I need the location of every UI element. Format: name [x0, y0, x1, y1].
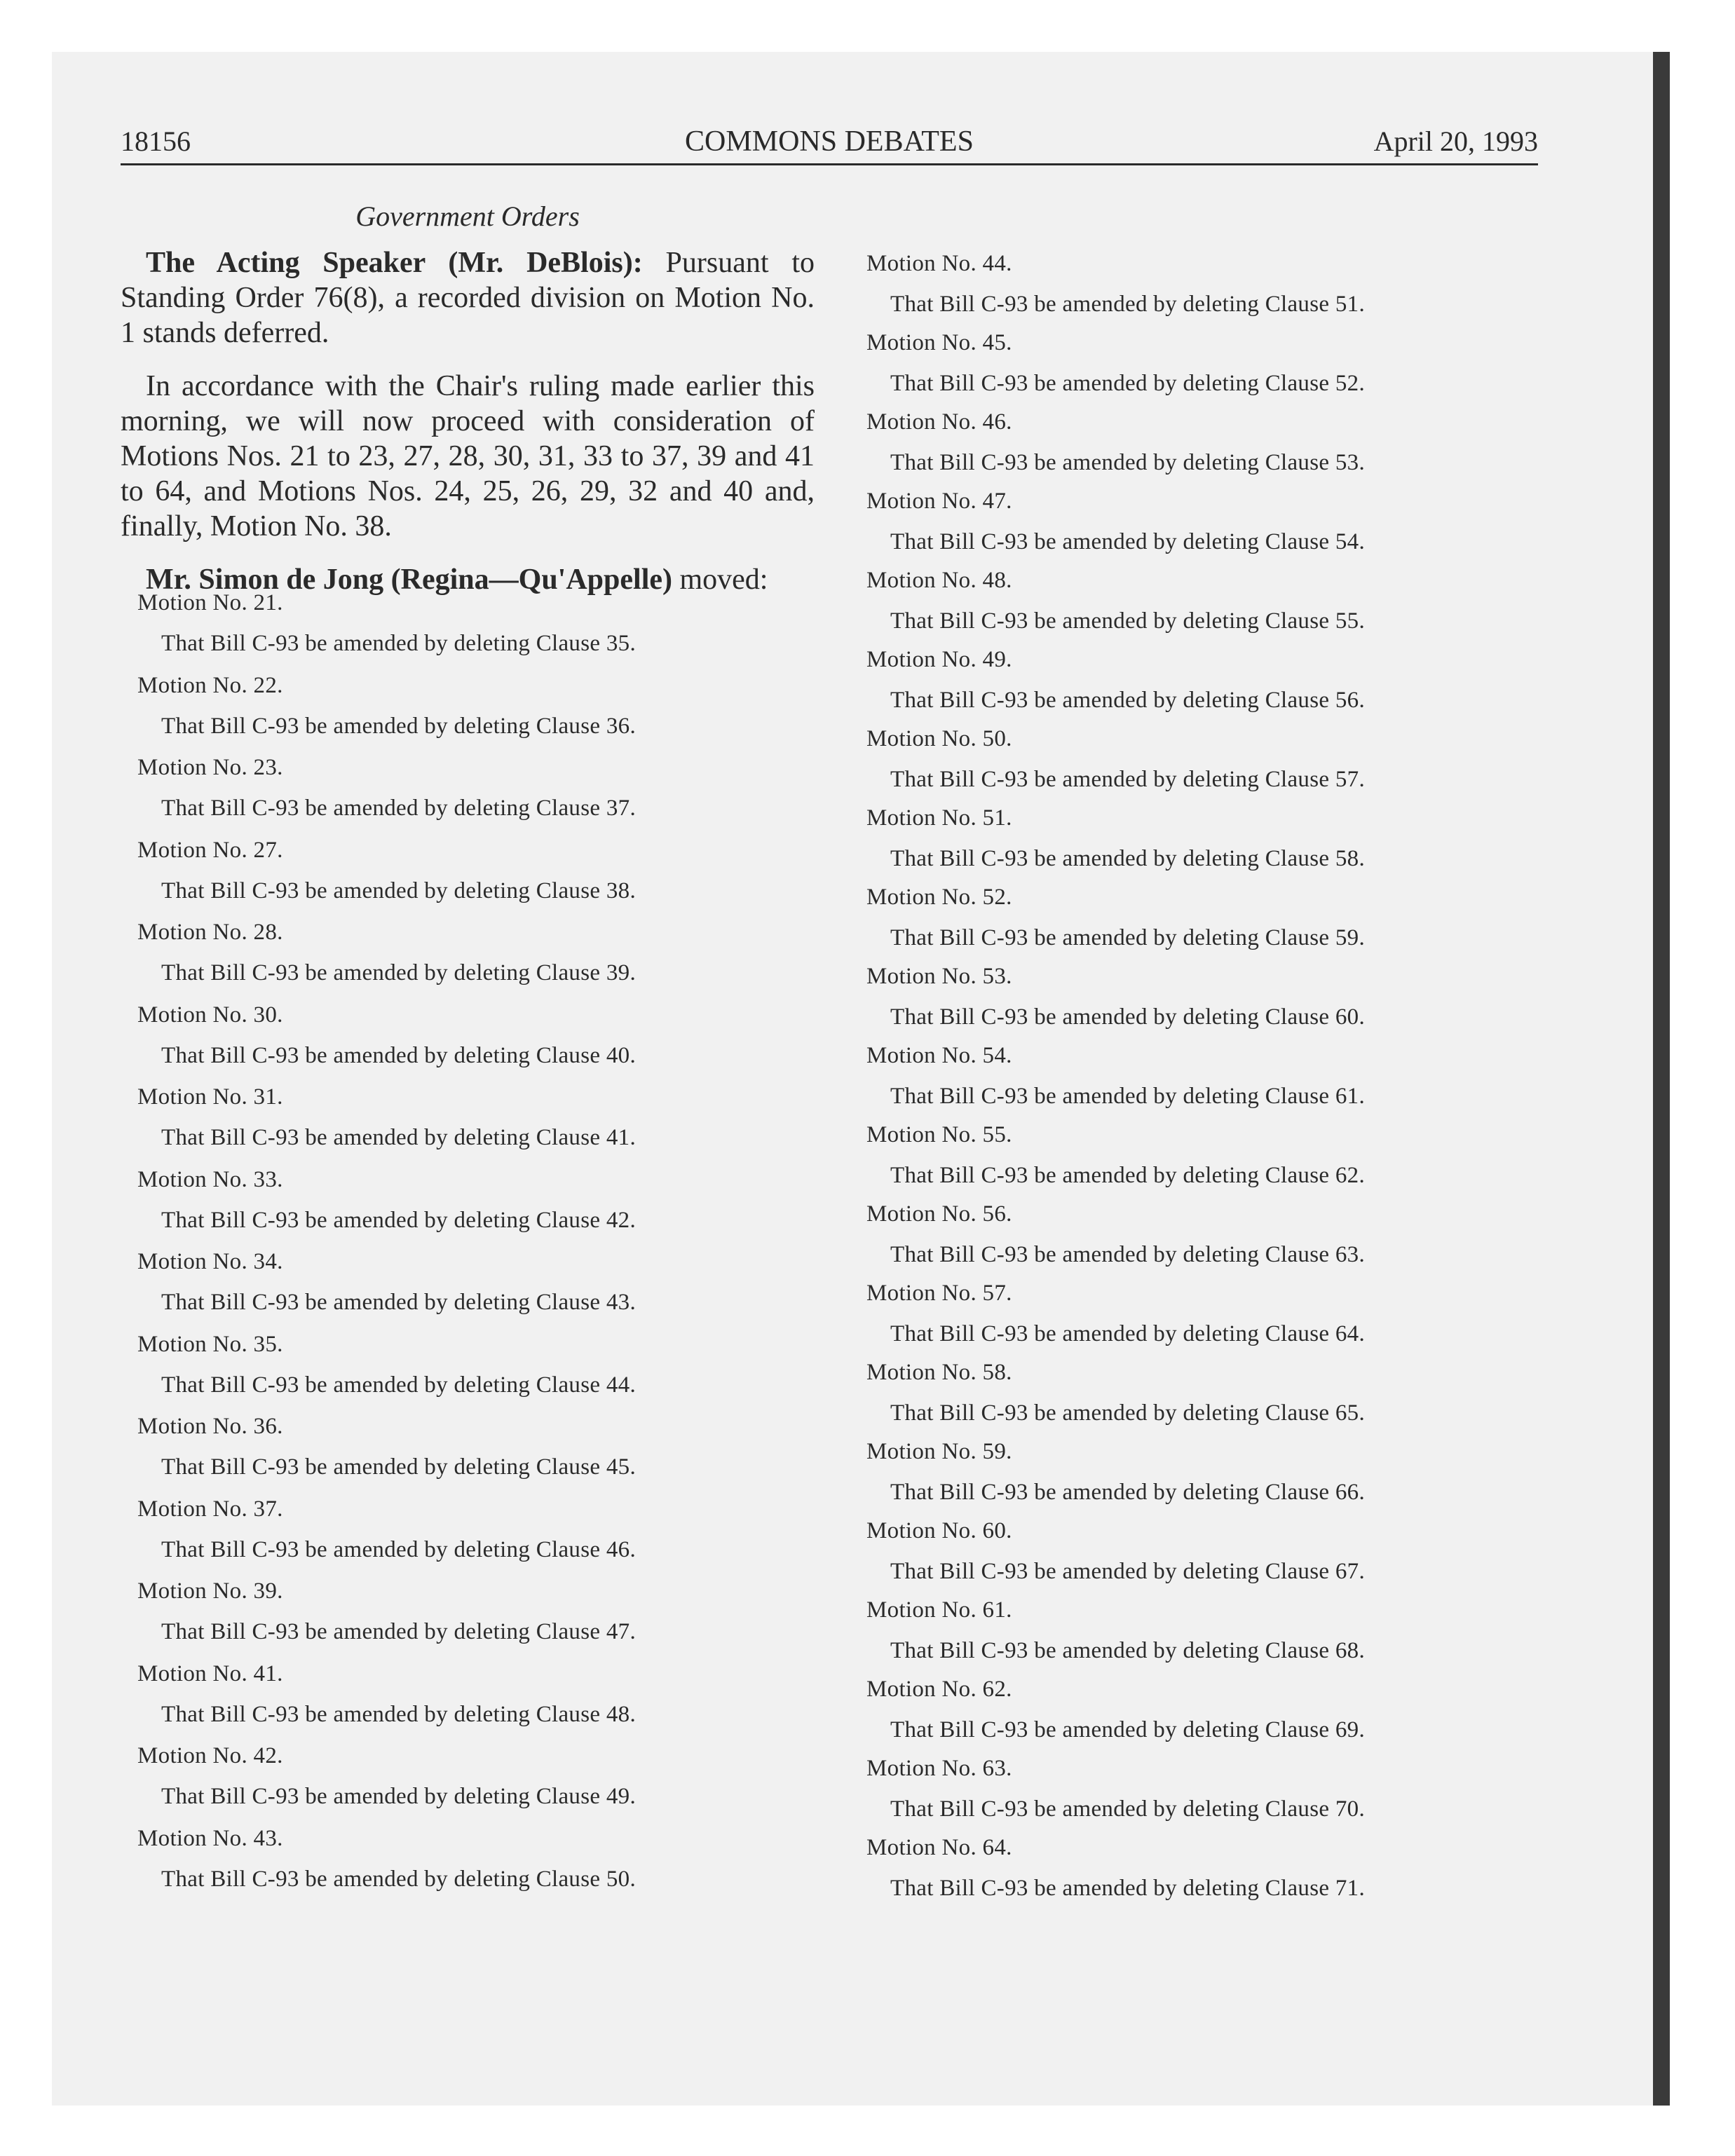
motion-entry: [866, 1511, 1539, 1590]
motion-entry: [866, 482, 1539, 561]
motion-number: Motion No. 59.: [866, 1439, 1012, 1464]
motion-clause: That Bill C-93 be amended by deleting Clause 46.: [161, 1536, 637, 1562]
motion-clause: That Bill C-93 be amended by deleting Clause 36.: [161, 713, 637, 739]
motion-clause: That Bill C-93 be amended by deleting Clause 54.: [890, 529, 1366, 554]
motion-clause: That Bill C-93 be amended by deleting Clause 48.: [161, 1701, 637, 1727]
motion-clause: That Bill C-93 be amended by deleting Clause 52.: [890, 371, 1366, 396]
intro-text: [121, 245, 815, 597]
motion-entry: [866, 798, 1539, 878]
motion-clause: That Bill C-93 be amended by deleting Clause 53.: [890, 450, 1366, 475]
motion-entry: [137, 748, 810, 831]
motion-clause: That Bill C-93 be amended by deleting Clause 64.: [890, 1321, 1366, 1346]
motion-clause: That Bill C-93 be amended by deleting Clause 58.: [890, 846, 1366, 871]
motion-clause: That Bill C-93 be amended by deleting Clause 70.: [890, 1796, 1366, 1822]
page-number: 18156: [121, 125, 191, 157]
motion-number: Motion No. 44.: [866, 251, 1012, 276]
motion-number: Motion No. 61.: [866, 1597, 1012, 1623]
motion-entry: [137, 1736, 810, 1819]
motion-entry: [866, 1036, 1539, 1115]
motion-entry: [137, 666, 810, 749]
motion-entry: [866, 1670, 1539, 1749]
motion-clause: That Bill C-93 be amended by deleting Clause 51.: [890, 292, 1366, 317]
motion-entry: [866, 878, 1539, 957]
motion-number: Motion No. 43.: [137, 1825, 283, 1851]
motion-entry: [866, 1194, 1539, 1274]
motion-number: Motion No. 28.: [137, 920, 283, 945]
motion-clause: That Bill C-93 be amended by deleting Clause 40.: [161, 1042, 637, 1068]
motion-number: Motion No. 23.: [137, 755, 283, 780]
speaker-name: The Acting Speaker (Mr. DeBlois):: [146, 247, 643, 279]
motion-number: Motion No. 41.: [137, 1660, 283, 1686]
motion-entry: [137, 1160, 810, 1243]
motion-entry: [866, 561, 1539, 640]
motion-clause: That Bill C-93 be amended by deleting Clause 47.: [161, 1619, 637, 1644]
motion-number: Motion No. 53.: [866, 964, 1012, 989]
motion-clause: That Bill C-93 be amended by deleting Clause 66.: [890, 1480, 1366, 1505]
motion-clause: That Bill C-93 be amended by deleting Clause 49.: [161, 1784, 637, 1809]
motion-number: Motion No. 39.: [137, 1578, 283, 1604]
motion-clause: That Bill C-93 be amended by deleting Clause 55.: [890, 608, 1366, 634]
motion-number: Motion No. 34.: [137, 1249, 283, 1274]
motion-entry: [866, 1353, 1539, 1432]
motion-entry: [866, 1432, 1539, 1511]
motion-entry: [137, 1242, 810, 1325]
motion-number: Motion No. 30.: [137, 1002, 283, 1028]
motion-entry: [137, 1077, 810, 1160]
motion-clause: That Bill C-93 be amended by deleting Clause 63.: [890, 1242, 1366, 1267]
motion-entry: [137, 831, 810, 913]
motion-number: Motion No. 21.: [137, 590, 283, 615]
left-motion-list: [137, 583, 810, 1901]
motion-clause: That Bill C-93 be amended by deleting Clause 43.: [161, 1290, 637, 1315]
motion-clause: That Bill C-93 be amended by deleting Clause 41.: [161, 1125, 637, 1150]
motion-clause: That Bill C-93 be amended by deleting Clause 67.: [890, 1559, 1366, 1584]
motion-entry: [137, 1489, 810, 1572]
page-header: [121, 122, 1538, 161]
publication-title: COMMONS DEBATES: [685, 125, 974, 158]
motion-number: Motion No. 62.: [866, 1677, 1012, 1702]
motion-number: Motion No. 42.: [137, 1743, 283, 1768]
motion-number: Motion No. 27.: [137, 837, 283, 863]
motion-number: Motion No. 47.: [866, 489, 1012, 514]
motion-entry: [866, 640, 1539, 719]
motion-clause: That Bill C-93 be amended by deleting Clause 56.: [890, 688, 1366, 713]
motion-entry: [137, 913, 810, 995]
motion-entry: [137, 583, 810, 666]
motion-number: Motion No. 49.: [866, 647, 1012, 672]
motion-clause: That Bill C-93 be amended by deleting Clause 45.: [161, 1454, 637, 1480]
motion-entry: [866, 323, 1539, 402]
deferral-text: Pursuant to Standing Order 76(8), a recorded division on Motion No. 1 stands deferred.: [121, 247, 815, 349]
motion-clause: That Bill C-93 be amended by deleting Clause 59.: [890, 925, 1366, 950]
motion-entry: [866, 719, 1539, 798]
motion-number: Motion No. 57.: [866, 1281, 1012, 1306]
motion-number: Motion No. 55.: [866, 1122, 1012, 1147]
motion-entry: [137, 1407, 810, 1489]
motion-number: Motion No. 22.: [137, 672, 283, 698]
motion-clause: That Bill C-93 be amended by deleting Clause 38.: [161, 878, 637, 903]
motion-number: Motion No. 37.: [137, 1496, 283, 1522]
motion-clause: That Bill C-93 be amended by deleting Clause 50.: [161, 1866, 637, 1892]
section-title: Government Orders: [355, 200, 580, 232]
motion-number: Motion No. 60.: [866, 1518, 1012, 1543]
motion-entry: [866, 1828, 1539, 1907]
motion-number: Motion No. 48.: [866, 568, 1012, 593]
moved-text: moved:: [672, 564, 768, 596]
motion-entry: [866, 1115, 1539, 1194]
motion-number: Motion No. 36.: [137, 1414, 283, 1439]
motion-entry: [137, 995, 810, 1078]
ruling-paragraph: In accordance with the Chair's ruling made earlier this morning, we will now proceed with consideration of Motions Nos. 21 to 23, 27, 28, 30, 31, 33 to 37, 39 and 41 to 64, and Motions Nos. 24, 25, 26, 29, 32 and 40 and, finally, Motion No. 38.: [121, 370, 815, 543]
motion-clause: That Bill C-93 be amended by deleting Clause 37.: [161, 796, 637, 821]
motion-number: Motion No. 51.: [866, 805, 1012, 831]
motion-clause: That Bill C-93 be amended by deleting Clause 44.: [161, 1372, 637, 1398]
motion-number: Motion No. 58.: [866, 1360, 1012, 1385]
motion-clause: That Bill C-93 be amended by deleting Clause 69.: [890, 1717, 1366, 1742]
motion-entry: [137, 1325, 810, 1407]
motion-entry: [866, 402, 1539, 482]
motion-clause: That Bill C-93 be amended by deleting Clause 68.: [890, 1638, 1366, 1663]
motion-clause: That Bill C-93 be amended by deleting Clause 57.: [890, 767, 1366, 792]
motion-entry: [866, 1590, 1539, 1670]
motion-clause: That Bill C-93 be amended by deleting Clause 42.: [161, 1207, 637, 1233]
motion-clause: That Bill C-93 be amended by deleting Clause 61.: [890, 1084, 1366, 1109]
motion-number: Motion No. 56.: [866, 1201, 1012, 1227]
publication-date: April 20, 1993: [1373, 125, 1538, 157]
motion-entry: [866, 244, 1539, 323]
motion-number: Motion No. 54.: [866, 1043, 1012, 1068]
motion-number: Motion No. 63.: [866, 1756, 1012, 1781]
motion-number: Motion No. 50.: [866, 726, 1012, 751]
motion-number: Motion No. 64.: [866, 1835, 1012, 1860]
motion-number: Motion No. 35.: [137, 1331, 283, 1357]
motion-clause: That Bill C-93 be amended by deleting Clause 62.: [890, 1163, 1366, 1188]
header-rule: [121, 163, 1538, 165]
motion-clause: That Bill C-93 be amended by deleting Clause 60.: [890, 1004, 1366, 1030]
motion-number: Motion No. 45.: [866, 330, 1012, 355]
motion-number: Motion No. 31.: [137, 1084, 283, 1110]
motion-entry: [866, 1274, 1539, 1353]
deferral-paragraph: [121, 245, 815, 350]
motion-clause: That Bill C-93 be amended by deleting Clause 39.: [161, 960, 637, 985]
right-motion-list: [866, 244, 1539, 1907]
motion-entry: [137, 1819, 810, 1902]
motion-clause: That Bill C-93 be amended by deleting Clause 65.: [890, 1400, 1366, 1426]
motion-clause: That Bill C-93 be amended by deleting Clause 35.: [161, 631, 637, 656]
motion-entry: [137, 1654, 810, 1737]
mover-name: Mr. Simon de Jong (Regina—Qu'Appelle): [146, 564, 672, 596]
scan-edge: [1653, 52, 1670, 2106]
motion-clause: That Bill C-93 be amended by deleting Clause 71.: [890, 1876, 1366, 1901]
motion-number: Motion No. 52.: [866, 885, 1012, 910]
motion-entry: [866, 957, 1539, 1036]
motion-entry: [866, 1749, 1539, 1828]
motion-entry: [137, 1571, 810, 1654]
motion-number: Motion No. 33.: [137, 1166, 283, 1192]
motion-number: Motion No. 46.: [866, 409, 1012, 435]
